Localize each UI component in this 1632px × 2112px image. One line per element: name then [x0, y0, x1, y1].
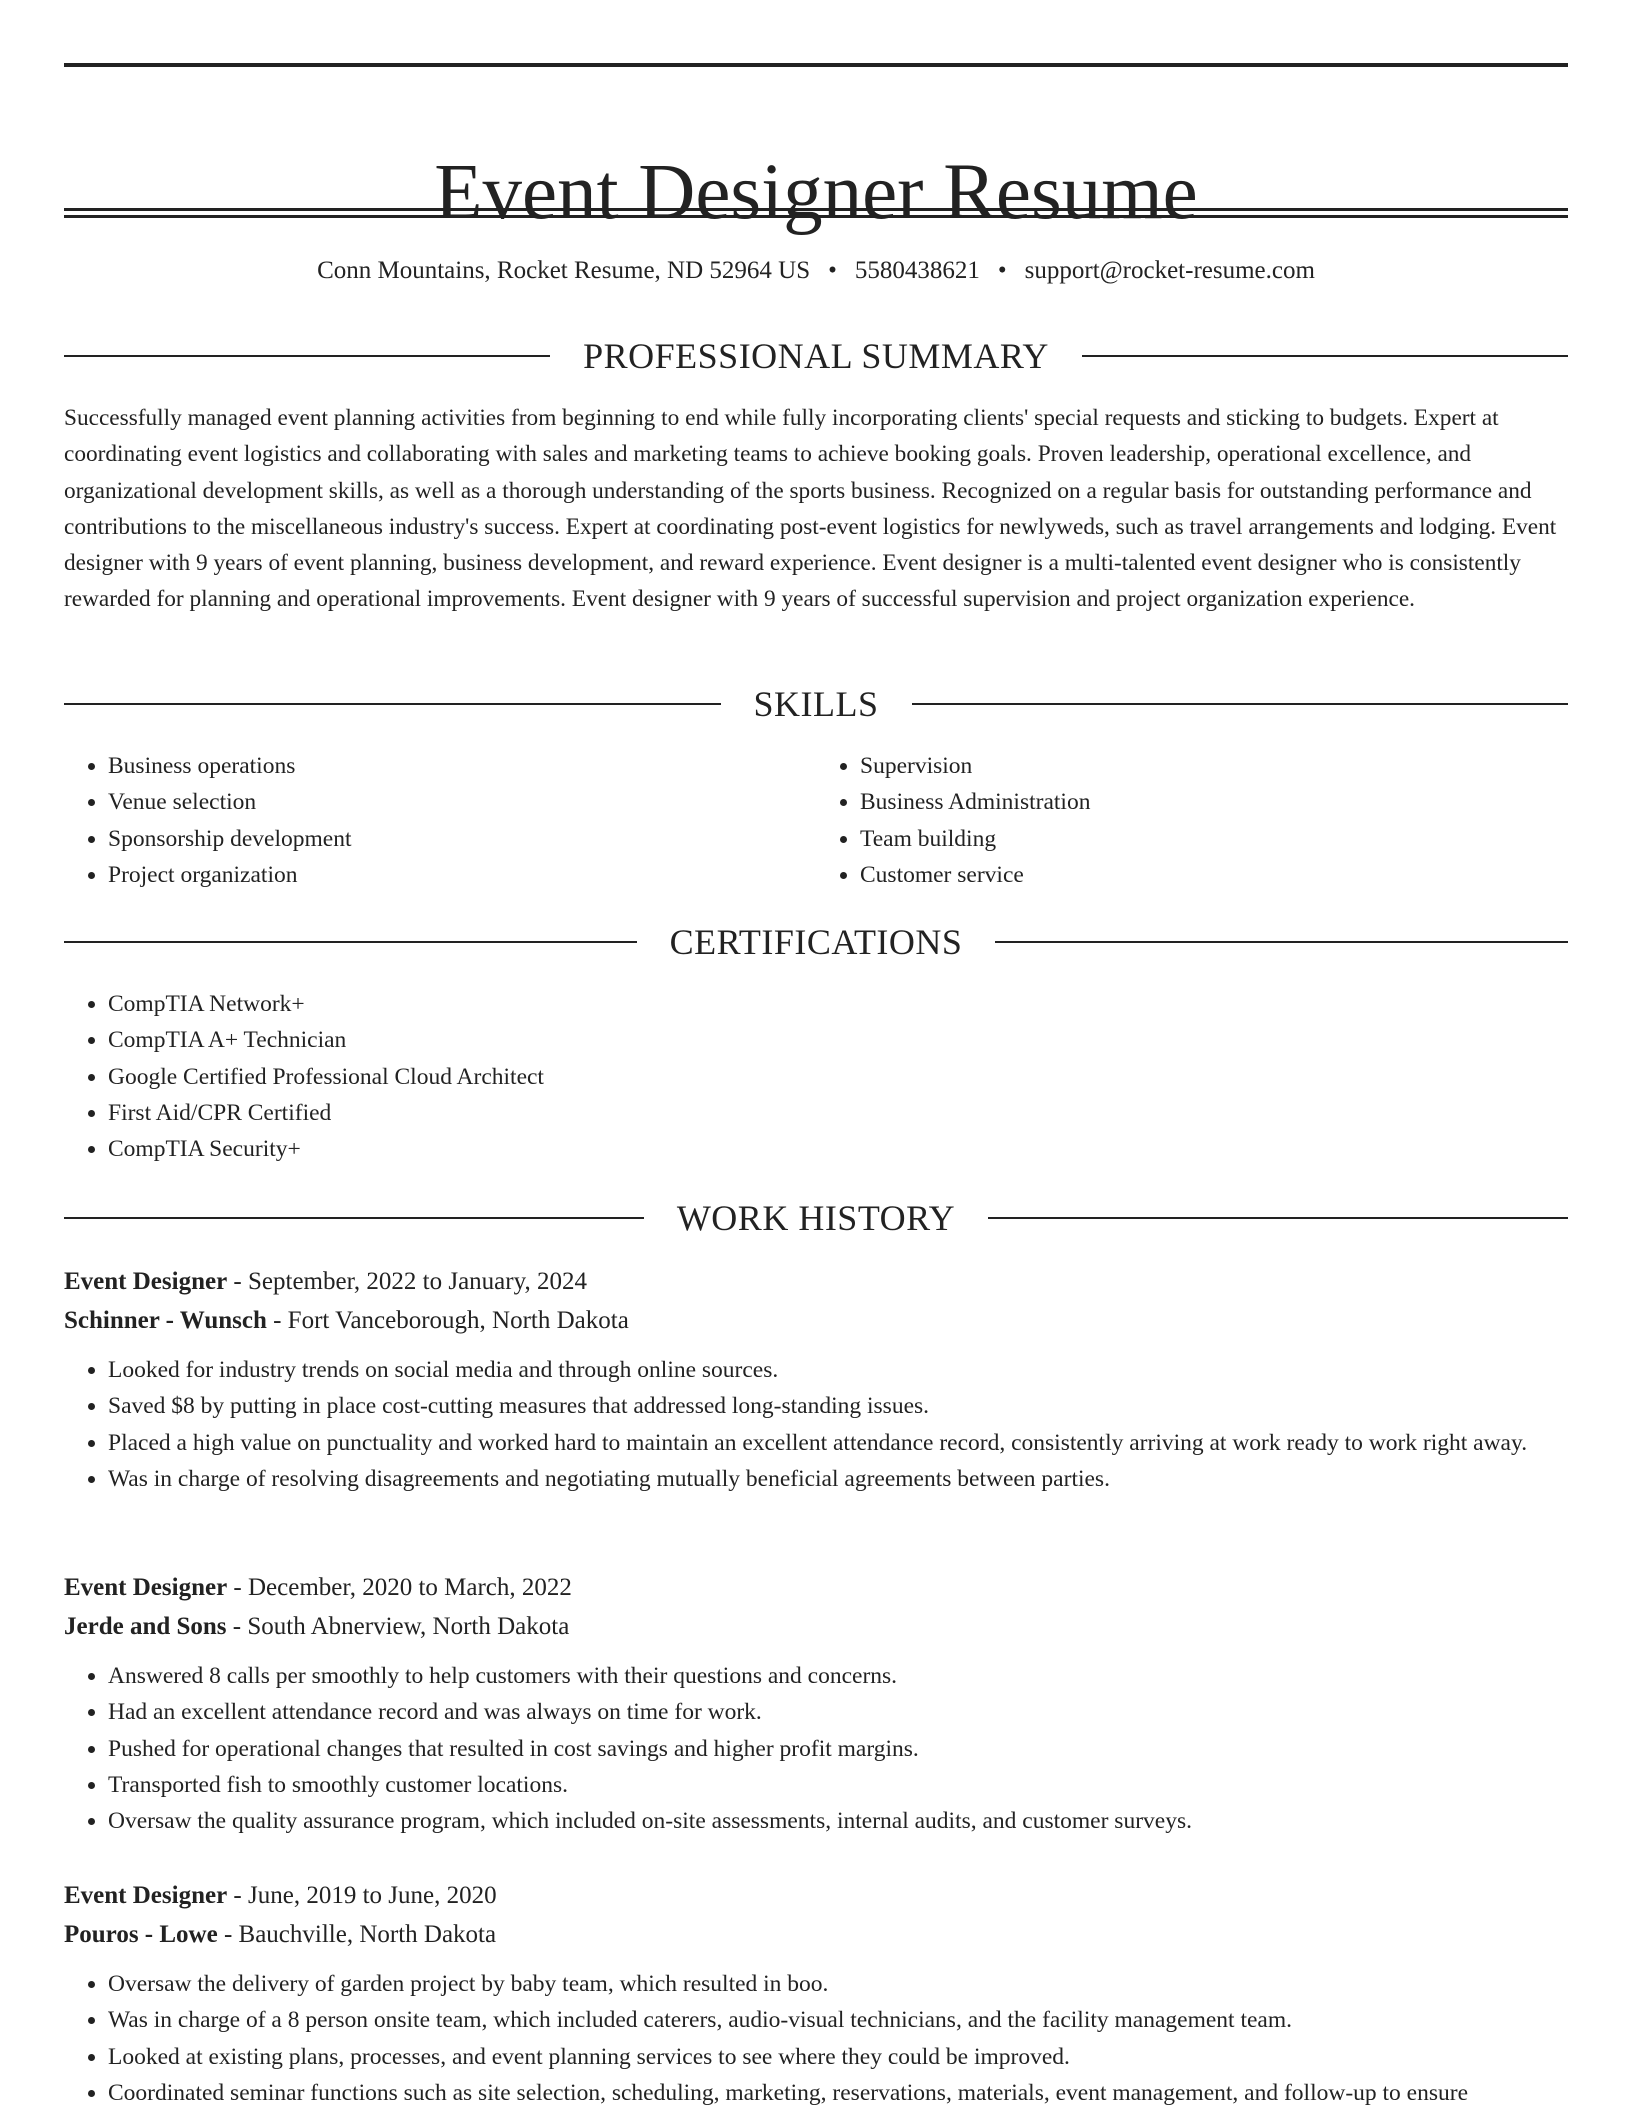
skill-item: • Project organization: [108, 857, 816, 893]
job-bullet: • Oversaw the delivery of garden project by baby team, which resulted in boo.: [108, 1966, 1568, 2002]
job-bullets: [64, 1966, 1568, 2111]
job-company-line: [64, 1915, 1568, 1954]
contact-email: support@rocket-resume.com: [1024, 257, 1315, 284]
job-company: Pouros - Lowe: [64, 1921, 218, 1948]
contact-separator: •: [997, 257, 1007, 284]
job-title: Event Designer: [64, 1268, 228, 1295]
job-dates: - June, 2019 to June, 2020: [227, 1882, 497, 1909]
certifications-list: [64, 986, 1568, 1167]
heading-rule: [64, 941, 637, 943]
certification-item: • First Aid/CPR Certified: [108, 1095, 1568, 1131]
summary-paragraph: Successfully managed event planning activities from beginning to end while fully incorporating clients' special requests and sticking to budgets. Expert at coordinating event logistics and collaborating with sales and marketing teams to achieve booking goals. Proven leadership, operational excellence, and organizational development skills, as well as a thorough understanding of the sports business. Recognized on a regular basis for outstanding performance and contributions to the miscellaneous industry's success. Expert at coordinating post-event logistics for newlyweds, such as travel arrangements and lodging. Event designer with 9 years of event planning, business development, and reward experience. Event designer is a multi-talented event designer who is consistently rewarded for planning and operational improvements. Event designer with 9 years of successful supervision and project organization experience.: [64, 405, 1557, 613]
skills-column-right: [816, 748, 1568, 893]
job-bullet: • Oversaw the quality assurance program, which included on-site assessments, internal audits, and customer surveys.: [108, 1803, 1568, 1839]
section-heading-certifications: [64, 920, 1568, 964]
heading-rule: [64, 1217, 644, 1219]
section-title: CERTIFICATIONS: [669, 922, 963, 962]
job-bullet: • Was in charge of resolving disagreements and negotiating mutually beneficial agreements between parties.: [108, 1461, 1568, 1497]
heading-rule: [988, 1217, 1568, 1219]
job-company: Jerde and Sons: [64, 1613, 227, 1640]
job-bullet: • Answered 8 calls per smoothly to help customers with their questions and concerns.: [108, 1658, 1568, 1694]
job-title-line: [64, 1262, 1568, 1301]
job-bullet: • Looked for industry trends on social media and through online sources.: [108, 1352, 1568, 1388]
skill-item: • Venue selection: [108, 784, 816, 820]
heading-rule: [64, 355, 550, 357]
section-title: SKILLS: [753, 684, 879, 724]
job-bullet: • Had an excellent attendance record and was always on time for work.: [108, 1694, 1568, 1730]
job-location: - South Abnerview, North Dakota: [226, 1613, 570, 1640]
heading-rule: [995, 941, 1568, 943]
job-location: - Bauchville, North Dakota: [217, 1921, 497, 1948]
skills-column-left: [64, 748, 816, 893]
heading-rule: [912, 703, 1569, 705]
resume-title: Event Designer Resume: [434, 148, 1198, 236]
job-bullet: • Placed a high value on punctuality and worked hard to maintain an excellent attendance record, consistently arriving at work ready to work right away.: [108, 1425, 1568, 1461]
contact-phone: 5580438621: [854, 257, 980, 284]
certification-item: • Google Certified Professional Cloud Architect: [108, 1059, 1568, 1095]
job-location: - Fort Vanceborough, North Dakota: [266, 1307, 629, 1334]
skill-item: • Sponsorship development: [108, 821, 816, 857]
heading-rule: [1082, 355, 1568, 357]
section-heading-work-history: [64, 1196, 1568, 1240]
job-dates: - December, 2020 to March, 2022: [227, 1574, 572, 1601]
job-title-line: [64, 1876, 1568, 1915]
job-bullet: • Saved $8 by putting in place cost-cutting measures that addressed long-standing issues.: [108, 1388, 1568, 1424]
job-title: Event Designer: [64, 1574, 228, 1601]
contact-line: [64, 254, 1568, 288]
skill-item: • Team building: [860, 821, 1568, 857]
job-bullet: • Was in charge of a 8 person onsite team, which included caterers, audio-visual technicians, and the facility management team.: [108, 2002, 1568, 2038]
job-company-line: [64, 1301, 1568, 1340]
skills-list: [64, 748, 1568, 893]
job-bullet: • Looked at existing plans, processes, and event planning services to see where they could be improved.: [108, 2039, 1568, 2075]
contact-separator: •: [828, 257, 837, 284]
job-bullets: [64, 1658, 1568, 1839]
section-heading-skills: [64, 682, 1568, 726]
job-bullet: • Coordinated seminar functions such as site selection, scheduling, marketing, reservations, materials, event management, and follow-up to ensure: [108, 2075, 1568, 2111]
section-title: PROFESSIONAL SUMMARY: [583, 336, 1049, 376]
job-bullet: • Transported fish to smoothly customer locations.: [108, 1767, 1568, 1803]
job-entry: [64, 1876, 1568, 2111]
title-double-rule: [64, 208, 1568, 218]
top-rule: [64, 63, 1568, 67]
job-company: Schinner - Wunsch: [64, 1307, 267, 1334]
job-company-line: [64, 1607, 1568, 1646]
skill-item: • Business operations: [108, 748, 816, 784]
section-title: WORK HISTORY: [676, 1198, 956, 1238]
skill-item: • Customer service: [860, 857, 1568, 893]
certification-item: • CompTIA Security+: [108, 1131, 1568, 1167]
skill-item: • Business Administration: [860, 784, 1568, 820]
section-heading-summary: [64, 334, 1568, 378]
job-entry: [64, 1568, 1568, 1839]
certification-item: • CompTIA A+ Technician: [108, 1022, 1568, 1058]
job-bullet: • Pushed for operational changes that resulted in cost savings and higher profit margins.: [108, 1731, 1568, 1767]
heading-rule: [64, 703, 721, 705]
job-bullets: [64, 1352, 1568, 1497]
job-dates: - September, 2022 to January, 2024: [227, 1268, 587, 1295]
contact-address: Conn Mountains, Rocket Resume, ND 52964 US: [317, 257, 811, 284]
job-entry: [64, 1262, 1568, 1497]
job-title-line: [64, 1568, 1568, 1607]
job-title: Event Designer: [64, 1882, 228, 1909]
certification-item: • CompTIA Network+: [108, 986, 1568, 1022]
skill-item: • Supervision: [860, 748, 1568, 784]
